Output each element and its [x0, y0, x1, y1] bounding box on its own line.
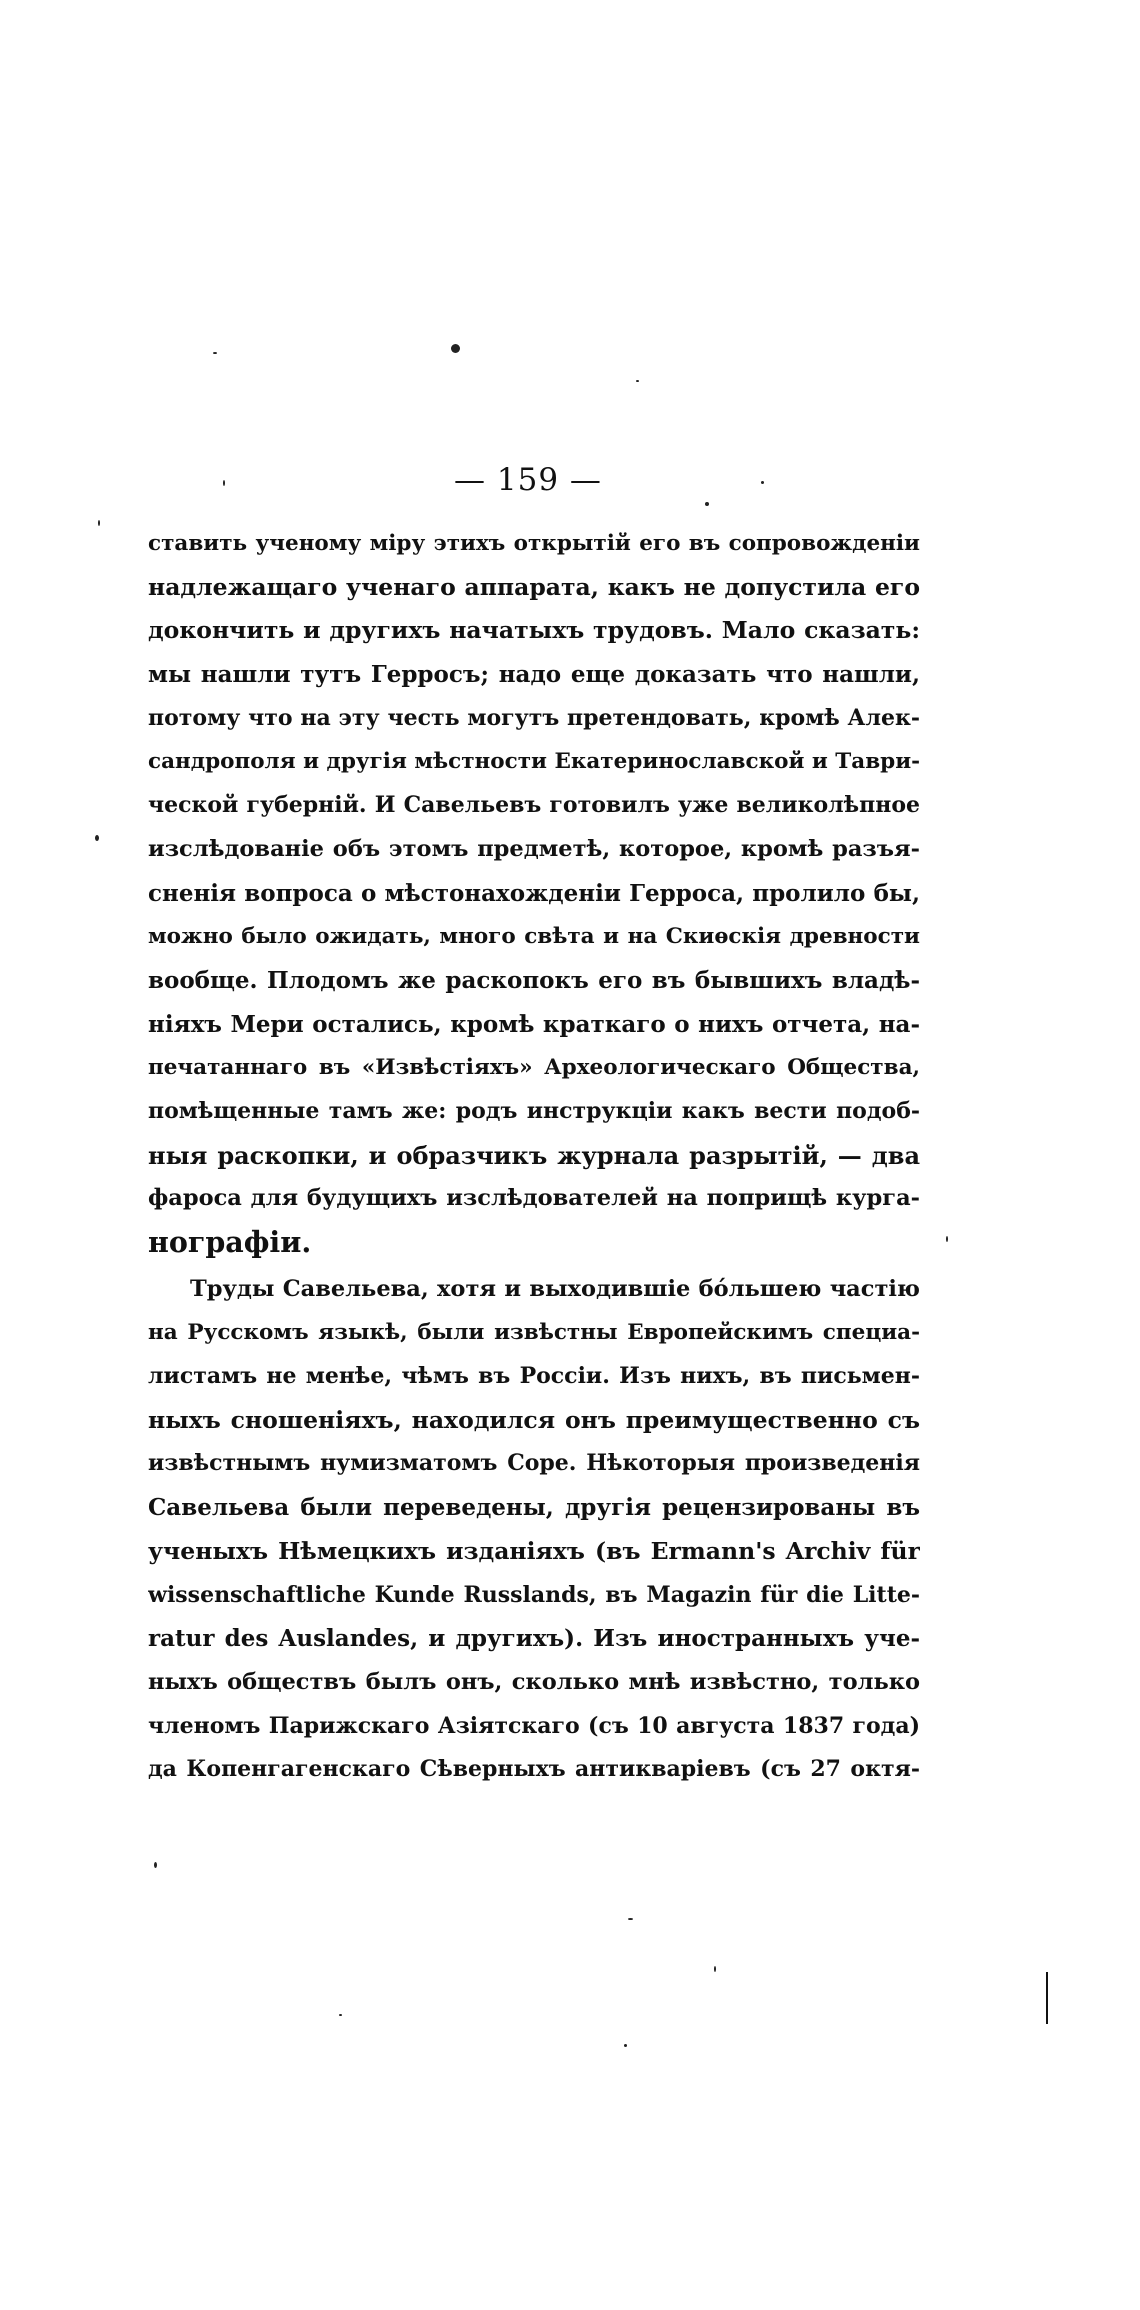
scan-speck	[636, 380, 639, 382]
scan-speck	[624, 2044, 627, 2047]
paragraph	[148, 522, 920, 1265]
scan-speck	[761, 481, 764, 484]
scan-speck	[714, 1966, 716, 1972]
text-line: потому что на эту честь могутъ претендовать, кромѣ Алек-	[148, 704, 920, 731]
text-line: на Русскомъ языкѣ, были извѣстны Европейскимъ специа-	[148, 1320, 920, 1346]
text-line: членомъ Парижскаго Азіятскаго (съ 10 августа 1837 года)	[148, 1712, 920, 1739]
text-line: ческой губерній. И Савельевъ готовилъ уже великолѣпное	[148, 792, 920, 819]
text-line: wissenschaftliche Kunde Russlands, въ Magazin für die Litte-	[148, 1581, 920, 1608]
text-line: извѣстнымъ нумизматомъ Соре. Нѣкоторыя произведенія	[148, 1450, 920, 1477]
text-line: мы нашли тутъ Герросъ; надо еще доказать что нашли,	[148, 661, 920, 689]
scan-speck	[705, 502, 709, 506]
text-line: фароса для будущихъ изслѣдователей на поприщѣ курга-	[148, 1185, 920, 1212]
scan-speck	[451, 344, 460, 353]
text-line: ныя раскопки, и образчикъ журнала разрытій, — два	[148, 1140, 920, 1170]
text-line: сненія вопроса о мѣстонахожденіи Герроса, пролило бы,	[148, 879, 920, 907]
text-line: Труды Савельева, хотя и выходившіе бо́льшею частію	[190, 1275, 920, 1302]
scan-speck	[95, 835, 99, 841]
text-line: ніяхъ Мери остались, кромѣ краткаго о нихъ отчета, на-	[148, 1010, 920, 1038]
text-line: ставить ученому міру этихъ открытій его въ сопровожденіи	[148, 531, 920, 556]
page-number: — 159 —	[454, 462, 602, 498]
scan-speck	[339, 2014, 342, 2016]
scan-speck	[628, 1918, 633, 1920]
text-line: надлежащаго ученаго аппарата, какъ не допустила его	[148, 572, 920, 601]
text-line: ныхъ сношеніяхъ, находился онъ преимущественно съ	[148, 1405, 920, 1434]
text-line: ныхъ обществъ былъ онъ, сколько мнѣ извѣстно, только	[148, 1668, 920, 1695]
scan-speck	[98, 520, 100, 526]
scan-edge-mark	[1046, 1972, 1048, 2024]
text-line: можно было ожидать, много свѣта и на Скиѳскія древности	[148, 924, 920, 950]
scan-speck	[946, 1236, 948, 1242]
text-line: докончить и другихъ начатыхъ трудовъ. Мало сказать:	[148, 616, 920, 645]
text-line: листамъ не менѣе, чѣмъ въ Россіи. Изъ нихъ, въ письмен-	[148, 1363, 920, 1390]
text-line: вообще. Плодомъ же раскопокъ его въ бывшихъ владѣ-	[148, 966, 920, 994]
text-line: печатаннаго въ «Извѣстіяхъ» Археологическаго Общества,	[148, 1055, 920, 1081]
text-line: Савельева были переведены, другія рецензированы въ	[148, 1494, 920, 1522]
body-text	[148, 522, 920, 1792]
scan-speck	[213, 352, 217, 354]
text-line: ученыхъ Нѣмецкихъ изданіяхъ (въ Ermann's Archiv für	[148, 1536, 920, 1565]
text-line: изслѣдованіе объ этомъ предметѣ, которое, кромѣ разъя-	[148, 835, 920, 862]
scan-speck	[154, 1862, 157, 1868]
text-line: сандрополя и другія мѣстности Екатеринославской и Таври-	[148, 749, 920, 775]
scan-speck	[223, 480, 225, 486]
paragraph	[148, 1268, 920, 1792]
text-line: нографіи.	[148, 1225, 312, 1259]
text-line: да Копенгагенскаго Сѣверныхъ антикваріевъ (съ 27 октя-	[148, 1756, 920, 1783]
text-line: ratur des Auslandes, и другихъ). Изъ иностранныхъ уче-	[148, 1625, 920, 1653]
text-line: помѣщенные тамъ же: родъ инструкціи какъ вести подоб-	[148, 1097, 920, 1124]
